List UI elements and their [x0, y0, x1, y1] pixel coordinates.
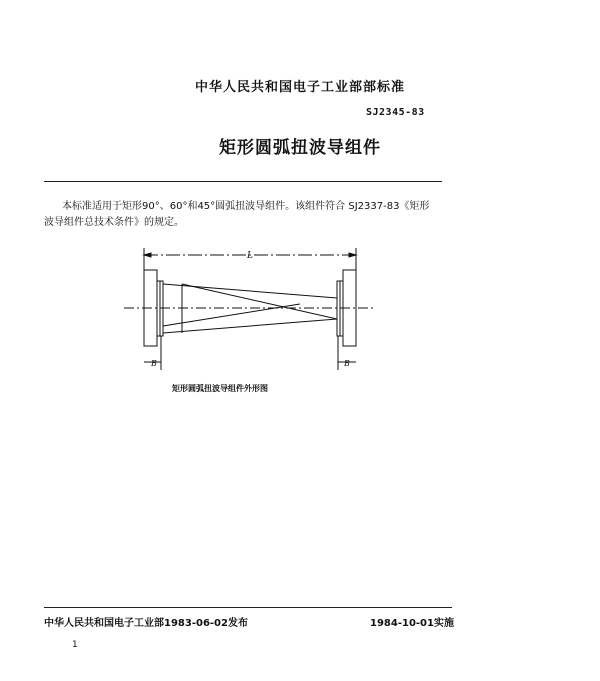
twist-line-lower [163, 304, 300, 326]
length-arrow-left [144, 253, 151, 257]
waveguide-outline-drawing [120, 246, 380, 372]
b-left-label: B [151, 359, 157, 368]
issue-date-statement: 中华人民共和国电子工业部1983-06-02发布 [44, 618, 248, 629]
length-label: L [247, 251, 253, 261]
document-title: 矩形圆弧扭波导组件 [219, 138, 381, 158]
waveguide-bottom-edge [163, 319, 337, 333]
scope-paragraph-line-2: 波导组件总技术条件》的规定。 [44, 217, 184, 228]
issuing-authority-heading: 中华人民共和国电子工业部部标准 [194, 80, 405, 95]
header-divider [44, 181, 442, 182]
length-arrow-right [349, 253, 356, 257]
scope-paragraph-line-1: 本标准适用于矩形90°、60°和45°圆弧扭波导组件。该组件符合 SJ2337-83《矩形 [62, 201, 430, 212]
twist-line-upper [182, 284, 337, 319]
footer-divider [44, 607, 452, 608]
implementation-date-statement: 1984-10-01实施 [370, 618, 454, 629]
b-right-label: B [344, 359, 350, 368]
figure-caption: 矩形圆弧扭波导组件外形图 [172, 384, 268, 393]
page-number: 1 [72, 640, 78, 650]
standard-code: SJ2345-83 [366, 107, 425, 118]
